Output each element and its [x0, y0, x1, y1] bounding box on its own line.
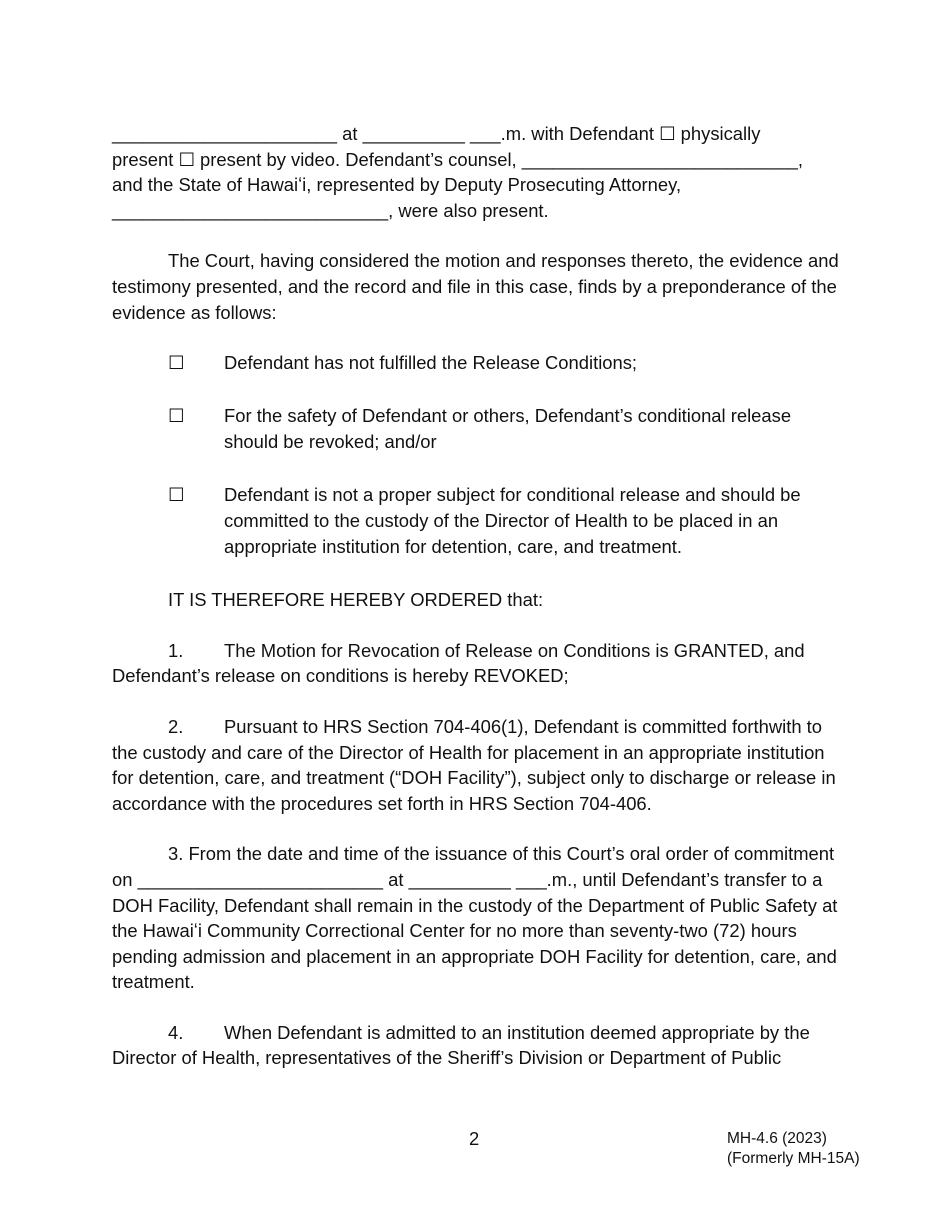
finding-checkbox-3[interactable]: ☐ — [168, 484, 185, 506]
finding-item — [168, 403, 842, 455]
former-form-number: (Formerly MH-15A) — [727, 1150, 860, 1167]
order-text-2: Pursuant to HRS Section 704-406(1), Defendant is committed forthwith to the custody and care of the Director of Health for placement in an appropriate institution for detention, care, and treatment (“DOH Facility”), subject only to discharge or release in accordance with the procedures set forth in HRS Section 704-406. — [112, 715, 836, 814]
finding-text-2: For the safety of Defendant or others, Defendant’s conditional release should be revoked; and/or — [224, 405, 792, 453]
document-page — [112, 121, 842, 1071]
attendance-line-1: ______________________ at __________ ___.m. with Defendant ☐ physically — [112, 123, 761, 144]
finding-text-3: Defendant is not a proper subject for conditional release and should be committed to the custody of the Director of Health to be placed in an appropriate institution for detention, care, and treatment. — [224, 484, 801, 558]
order-number-1: 1. — [168, 639, 184, 661]
order-number-2: 2. — [168, 715, 184, 737]
finding-item — [168, 350, 842, 376]
form-number: MH-4.6 (2023) — [727, 1130, 827, 1147]
order-text-4: When Defendant is admitted to an institution deemed appropriate by the Director of Health, representatives of the Sheriff’s Division or Department of Public — [112, 1021, 810, 1069]
attendance-line-4: ___________________________, were also present. — [112, 199, 549, 221]
hearing-attendance-paragraph — [112, 121, 842, 223]
attendance-line-3: and the State of Hawaiʻi, represented by Deputy Prosecuting Attorney, — [112, 174, 682, 196]
court-findings-intro: The Court, having considered the motion and responses thereto, the evidence and testimony presented, and the record and file in this case, finds by a preponderance of the evidence as follows: — [112, 250, 839, 323]
order-item-2 — [112, 714, 842, 816]
page-number: 2 — [469, 1128, 480, 1149]
finding-checkbox-1[interactable]: ☐ — [168, 352, 185, 374]
order-heading: IT IS THEREFORE HEREBY ORDERED that: — [168, 589, 544, 611]
finding-item — [168, 482, 842, 560]
order-text-1: The Motion for Revocation of Release on Conditions is GRANTED, and Defendant’s release on conditions is hereby REVOKED; — [112, 639, 805, 687]
finding-text-1: Defendant has not fulfilled the Release Conditions; — [224, 352, 638, 374]
order-number-4: 4. — [168, 1021, 184, 1043]
order-item-3: 3. From the date and time of the issuance of this Court’s oral order of commitment on ________________________ at __________ ___.m., until Defendant’s transfer to a DOH Facility, Defendant shall remain in the custody of the Department of Public Safety at the Hawaiʻi Community Correctional Center for no more than seventy-two (72) hours pending admission and placement in an appropriate DOH Facility for detention, care, and treatment. — [112, 843, 838, 993]
finding-checkbox-2[interactable]: ☐ — [168, 405, 185, 427]
order-item-4 — [112, 1020, 842, 1071]
form-identifier — [727, 1129, 860, 1169]
attendance-line-2: present ☐ present by video. Defendant’s counsel, ___________________________, — [112, 148, 804, 170]
order-item-1 — [112, 638, 842, 689]
